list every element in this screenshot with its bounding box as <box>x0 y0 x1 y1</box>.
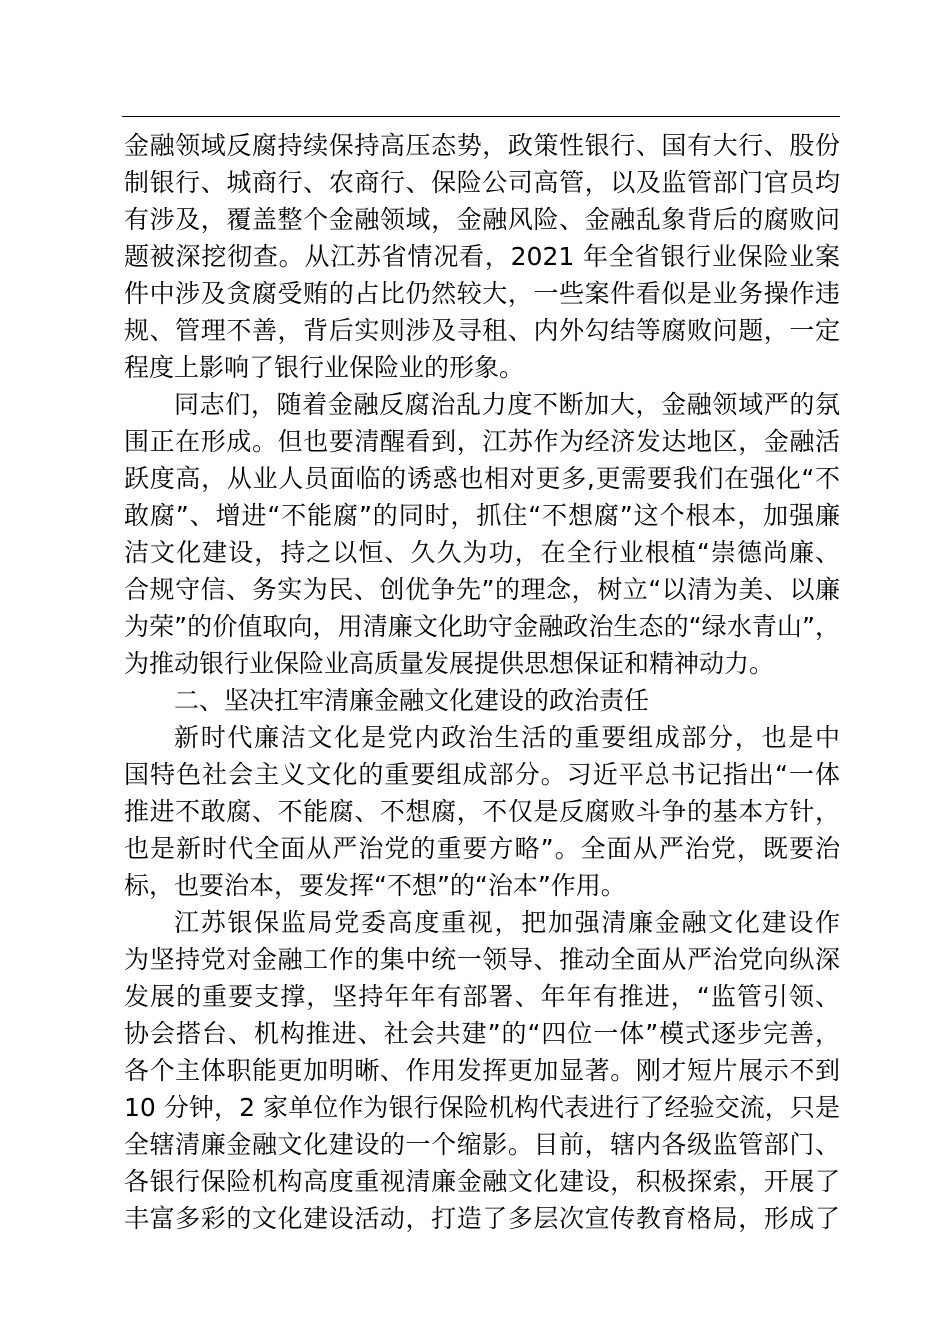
text-line: 制银行、城商行、农商行、保险公司高管，以及监管部门官员均 <box>124 168 840 197</box>
text-line: 跃度高，从业人员面临的诱惑也相对更多,更需要我们在强化“不 <box>124 464 840 493</box>
text-line: 件中涉及贪腐受贿的占比仍然较大，一些案件看似是业务操作违 <box>124 279 840 308</box>
text-line: 也是新时代全面从严治党的重要方略”。全面从严治党，既要治 <box>124 834 840 863</box>
paragraph <box>124 719 840 904</box>
text-line: 新时代廉洁文化是党内政治生活的重要组成部分，也是中 <box>174 723 840 752</box>
document-body <box>124 127 840 1237</box>
text-line: 合规守信、务实为民、创优争先”的理念，树立“以清为美、以廉 <box>124 575 840 604</box>
section-heading-text: 二、坚决扛牢清廉金融文化建设的政治责任 <box>174 686 650 715</box>
text-line: 协会搭台、机构推进、社会共建”的“四位一体”模式逐步完善， <box>124 1019 840 1048</box>
text-line: 金融领域反腐持续保持高压态势，政策性银行、国有大行、股份 <box>124 131 840 160</box>
text-line: 同志们，随着金融反腐治乱力度不断加大，金融领域严的氛 <box>174 390 840 419</box>
paragraph <box>124 386 840 682</box>
text-line: 标，也要治本，要发挥“不想”的“治本”作用。 <box>124 871 626 900</box>
text-line: 围正在形成。但也要清醒看到，江苏作为经济发达地区，金融活 <box>124 427 840 456</box>
text-line: 为荣”的价值取向，用清廉文化助守金融政治生态的“绿水青山”， <box>124 612 840 641</box>
text-line: 程度上影响了银行业保险业的形象。 <box>124 353 525 382</box>
section-heading <box>124 682 840 719</box>
text-line: 10 分钟，2 家单位作为银行保险机构代表进行了经验交流，只是 <box>124 1093 840 1122</box>
text-line: 推进不敢腐、不能腐、不想腐，不仅是反腐败斗争的基本方针， <box>124 797 840 826</box>
paragraph <box>124 127 840 386</box>
text-line: 题被深挖彻查。从江苏省情况看，2021 年全省银行业保险业案 <box>124 242 840 271</box>
text-line: 发展的重要支撑，坚持年年有部署、年年有推进，“监管引领、 <box>124 982 840 1011</box>
text-line: 全辖清廉金融文化建设的一个缩影。目前，辖内各级监管部门、 <box>124 1130 840 1159</box>
text-line: 江苏银保监局党委高度重视，把加强清廉金融文化建设作 <box>174 908 840 937</box>
text-line: 规、管理不善，背后实则涉及寻租、内外勾结等腐败问题，一定 <box>124 316 840 345</box>
header-rule <box>122 116 840 117</box>
text-line: 敢腐”、增进“不能腐”的同时，抓住“不想腐”这个根本，加强廉 <box>124 501 840 530</box>
paragraph <box>124 904 840 1237</box>
text-line: 各个主体职能更加明晰、作用发挥更加显著。刚才短片展示不到 <box>124 1056 840 1085</box>
text-line: 洁文化建设，持之以恒、久久为功，在全行业根植“崇德尚廉、 <box>124 538 840 567</box>
text-line: 各银行保险机构高度重视清廉金融文化建设，积极探索，开展了 <box>124 1167 840 1196</box>
text-line: 国特色社会主义文化的重要组成部分。习近平总书记指出“一体 <box>124 760 840 789</box>
text-line: 丰富多彩的文化建设活动，打造了多层次宣传教育格局，形成了 <box>124 1204 840 1233</box>
text-line: 为推动银行业保险业高质量发展提供思想保证和精神动力。 <box>124 649 775 678</box>
text-line: 为坚持党对金融工作的集中统一领导、推动全面从严治党向纵深 <box>124 945 840 974</box>
text-line: 有涉及，覆盖整个金融领域，金融风险、金融乱象背后的腐败问 <box>124 205 840 234</box>
